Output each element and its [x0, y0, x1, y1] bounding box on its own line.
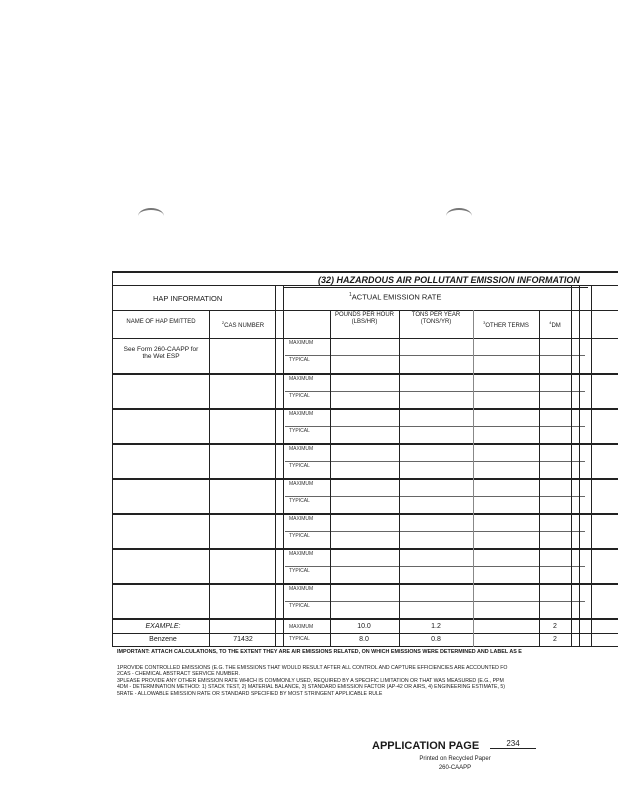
- example-typ-lbs: 8.0: [359, 636, 369, 643]
- row-label-maximum: MAXIMUM: [289, 586, 314, 592]
- row-label-maximum: MAXIMUM: [289, 340, 314, 346]
- row-label-typical: TYPICAL: [289, 428, 310, 434]
- example-hap-name: Benzene: [149, 636, 177, 643]
- row-label-typical: TYPICAL: [289, 463, 310, 469]
- row-label-maximum: MAXIMUM: [289, 446, 314, 452]
- row-label-typical: TYPICAL: [289, 533, 310, 539]
- example-typ-dm: 2: [553, 636, 557, 643]
- example-maximum-label: MAXIMUM: [289, 624, 314, 630]
- printed-on-recycled-paper: Printed on Recycled Paper: [419, 756, 491, 762]
- row-label-maximum: MAXIMUM: [289, 411, 314, 417]
- row-label-typical: TYPICAL: [289, 603, 310, 609]
- application-page-label: APPLICATION PAGE: [372, 740, 480, 752]
- first-entry-note: See Form 260-CAAPP for the Wet ESP: [123, 346, 199, 360]
- footnote-5: 5RATE - ALLOWABLE EMISSION RATE OR STANDARD SPECIFIED BY MOST STRINGENT APPLICABLE RULE: [117, 690, 383, 697]
- col-tons-per-year: TONS PER YEAR (TONS/YR): [411, 312, 461, 325]
- example-max-dm: 2: [553, 623, 557, 630]
- example-typ-tons: 0.8: [431, 636, 441, 643]
- binder-hole-mark-right: [446, 208, 472, 224]
- row-label-typical: TYPICAL: [289, 393, 310, 399]
- col-hap-name: NAME OF HAP EMITTED: [126, 319, 196, 325]
- example-cas-number: 71432: [233, 636, 253, 643]
- col-determination-method: $^4$DM: [549, 320, 561, 329]
- footnote-4: 4DM - DETERMINATION METHOD: 1) STACK TEST, 2) MATERIAL BALANCE, 3) STANDARD EMISSION FACTOR (AP-42 OR AIRS, 4) ENGINEERING ESTIMATE, 5): [117, 684, 505, 691]
- hap-emission-form: [112, 271, 618, 647]
- row-label-maximum: MAXIMUM: [289, 551, 314, 557]
- form-id: 260-CAAPP: [438, 765, 472, 771]
- row-label-maximum: MAXIMUM: [289, 516, 314, 522]
- example-typical-label: TYPICAL: [289, 636, 310, 642]
- example-max-tons: 1.2: [431, 623, 441, 630]
- row-label-typical: TYPICAL: [289, 498, 310, 504]
- page-number: 234: [490, 739, 536, 749]
- important-note: IMPORTANT: ATTACH CALCULATIONS, TO THE EXTENT THEY ARE AIR EMISSIONS RELATED, ON WHICH EMISSIONS WERE DETERMINED AND LABEL AS E: [117, 649, 522, 655]
- example-max-lbs: 10.0: [357, 623, 371, 630]
- row-label-typical: TYPICAL: [289, 568, 310, 574]
- hap-information-heading: HAP INFORMATION: [153, 294, 223, 303]
- form-title: (32) HAZARDOUS AIR POLLUTANT EMISSION INFORMATION: [318, 275, 580, 285]
- col-pounds-per-hour: POUNDS PER HOUR (LBS/HR): [334, 312, 394, 325]
- example-label: EXAMPLE:: [145, 623, 181, 630]
- binder-hole-mark-left: [138, 208, 164, 224]
- col-other-terms: $^3$OTHER TERMS: [483, 320, 529, 329]
- row-label-maximum: MAXIMUM: [289, 376, 314, 382]
- footnote-3: 3PLEASE PROVIDE ANY OTHER EMISSION RATE WHICH IS COMMONLY USED, REQUIRED BY A SPECIFIC LIMITATION OR THAT WAS MEASURED (E.G., PPM: [117, 677, 504, 684]
- row-label-maximum: MAXIMUM: [289, 481, 314, 487]
- footnote-1: 1PROVIDE CONTROLLED EMISSIONS (E.G. THE EMISSIONS THAT WOULD RESULT AFTER ALL CONTROL AND CAPTURE EFFICIENCIES ARE ACCOUNTED FO: [117, 665, 508, 671]
- footnote-2: 2CAS - CHEMICAL ABSTRACT SERVICE NUMBER.: [117, 671, 240, 678]
- row-label-typical: TYPICAL: [289, 357, 310, 363]
- actual-emission-rate-heading: $^1$ACTUAL EMISSION RATE: [349, 292, 442, 302]
- col-cas-number: $^2$CAS NUMBER: [221, 320, 265, 329]
- footnotes: [117, 665, 617, 697]
